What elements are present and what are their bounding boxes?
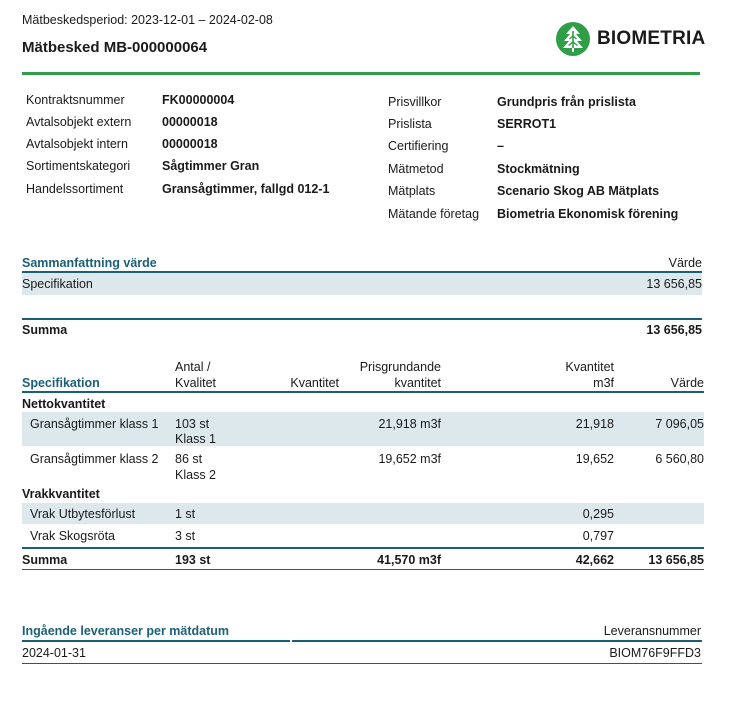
label-matmetod: Mätmetod	[388, 162, 444, 176]
label-prisvillkor: Prisvillkor	[388, 95, 442, 109]
value-prislista: SERROT1	[497, 117, 557, 131]
row-antal: 103 st	[175, 417, 210, 431]
spruce-tree-icon	[555, 21, 591, 57]
row-kvalitet: Klass 1	[175, 432, 216, 446]
deliveries-bottom-rule	[22, 663, 702, 664]
spec-total-pris: 41,570 m3f	[377, 553, 441, 567]
value-sortimentskategori: Sågtimmer Gran	[162, 159, 260, 173]
col-pris-line2: kvantitet	[394, 376, 441, 390]
row-name: Gransågtimmer klass 1	[30, 417, 159, 431]
summary-total-label: Summa	[22, 323, 68, 337]
row-pris: 21,918 m3f	[378, 417, 441, 431]
summary-total-value: 13 656,85	[646, 323, 702, 337]
summary-value-header: Värde	[668, 256, 702, 270]
document-title: Mätbesked MB-000000064	[22, 39, 208, 56]
row-pris: 19,652 m3f	[378, 452, 441, 466]
label-kontraktsnummer: Kontraktsnummer	[26, 93, 125, 107]
col-antal-line1: Antal /	[175, 360, 211, 374]
summary-total-rule	[22, 318, 702, 320]
col-kvantitet: Kvantitet	[290, 376, 339, 390]
value-matplats: Scenario Skog AB Mätplats	[497, 184, 660, 198]
col-antal-line2: Kvalitet	[175, 376, 216, 390]
label-avtalsobjekt-extern: Avtalsobjekt extern	[26, 115, 132, 129]
row-antal: 1 st	[175, 507, 196, 521]
row-kvm: 21,918	[575, 417, 614, 431]
spec-total-varde: 13 656,85	[648, 553, 704, 567]
spec-header-rule	[22, 391, 704, 393]
col-kvm-line2: m3f	[593, 376, 614, 390]
deliveries-header-rule-left	[22, 640, 290, 642]
value-handelssortiment: Gransågtimmer, fallgd 012-1	[162, 182, 330, 196]
spec-total-rule	[22, 547, 704, 549]
col-varde: Värde	[670, 376, 704, 390]
value-avtalsobjekt-extern: 00000018	[162, 115, 218, 129]
row-name: Vrak Skogsröta	[30, 529, 115, 543]
row-varde: 6 560,80	[655, 452, 704, 466]
label-prislista: Prislista	[388, 117, 432, 131]
row-name: Gransågtimmer klass 2	[30, 452, 159, 466]
label-matplats: Mätplats	[388, 184, 436, 198]
deliveries-col-header: Leveransnummer	[603, 624, 701, 638]
row-kvm: 19,652	[575, 452, 614, 466]
spec-total-antal: 193 st	[175, 553, 211, 567]
label-certifiering: Certifiering	[388, 139, 449, 153]
value-avtalsobjekt-intern: 00000018	[162, 137, 218, 151]
spec-heading: Specifikation	[22, 376, 100, 390]
row-kvm: 0,295	[582, 507, 614, 521]
biometria-logo	[555, 21, 705, 57]
value-matmetod: Stockmätning	[497, 162, 580, 176]
row-varde: 7 096,05	[655, 417, 704, 431]
delivery-number: BIOM76F9FFD3	[609, 646, 701, 660]
row-name: Vrak Utbytesförlust	[30, 507, 136, 521]
label-matande-foretag: Mätande företag	[388, 207, 480, 221]
summary-row-label: Specifikation	[22, 277, 93, 291]
summary-row-value: 13 656,85	[646, 277, 702, 291]
label-handelssortiment: Handelssortiment	[26, 182, 124, 196]
header-divider	[22, 72, 700, 75]
col-kvm-line1: Kvantitet	[565, 360, 614, 374]
label-sortimentskategori: Sortimentskategori	[26, 159, 131, 173]
deliveries-header-rule-right	[292, 640, 702, 642]
summary-heading: Sammanfattning värde	[22, 256, 157, 270]
spec-total-kvm: 42,662	[575, 553, 614, 567]
row-kvm: 0,797	[582, 529, 614, 543]
label-avtalsobjekt-intern: Avtalsobjekt intern	[26, 137, 128, 151]
spec-total-label: Summa	[22, 553, 68, 567]
row-kvalitet: Klass 2	[175, 468, 216, 482]
col-pris-line1: Prisgrundande	[359, 360, 441, 374]
spec-bottom-rule	[22, 569, 704, 570]
value-prisvillkor: Grundpris från prislista	[497, 95, 636, 109]
delivery-date: 2024-01-31	[22, 646, 86, 660]
deliveries-heading: Ingående leveranser per mätdatum	[22, 624, 230, 638]
measurement-period: Mätbeskedsperiod: 2023-12-01 – 2024-02-08	[22, 13, 273, 27]
value-certifiering: –	[497, 139, 504, 153]
row-antal: 3 st	[175, 529, 196, 543]
value-matande-foretag: Biometria Ekonomisk förening	[497, 207, 679, 221]
logo-text: BIOMETRIA	[597, 28, 706, 49]
group-vrakkvantitet: Vrakkvantitet	[22, 487, 100, 501]
group-nettokvantitet: Nettokvantitet	[22, 397, 106, 411]
value-kontraktsnummer: FK00000004	[162, 93, 235, 107]
row-antal: 86 st	[175, 452, 203, 466]
